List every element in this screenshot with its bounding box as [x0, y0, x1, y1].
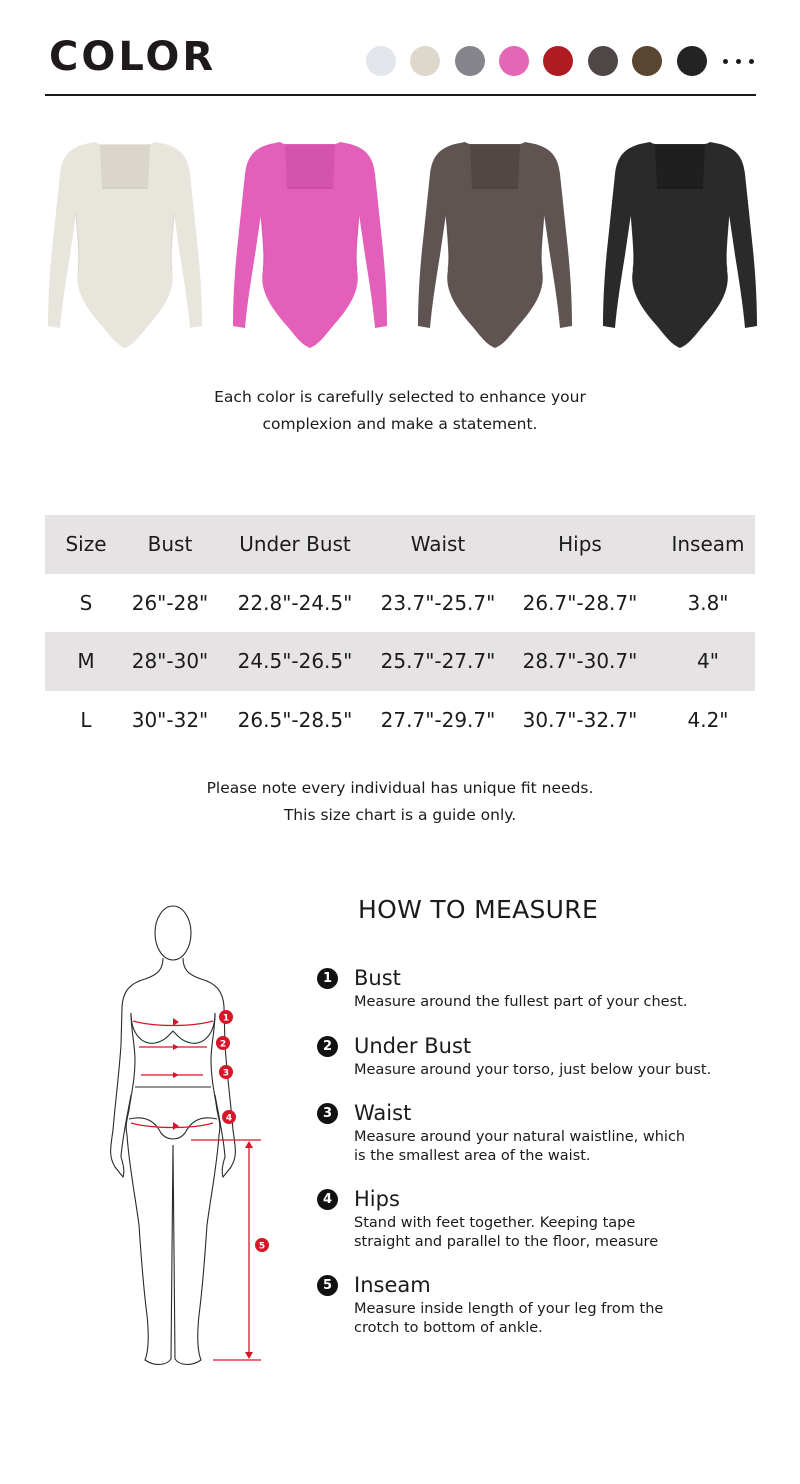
color-caption — [0, 384, 800, 438]
product-image-black-bodysuit — [595, 130, 765, 355]
cell-size: L — [80, 707, 92, 732]
swatch-red[interactable] — [543, 46, 573, 76]
step-desc: straight and parallel to the floor, measure — [354, 1234, 659, 1250]
swatch-pink[interactable] — [499, 46, 529, 76]
swatch-light-blue-gray[interactable] — [366, 46, 396, 76]
cell-size: M — [77, 649, 95, 674]
number-1-icon: 1 — [317, 968, 338, 989]
cell-under-bust: 24.5"-26.5" — [237, 649, 353, 674]
step-desc: Measure around the fullest part of your chest. — [354, 994, 688, 1010]
number-5-icon: 5 — [317, 1275, 338, 1296]
size-note-line1: Please note every individual has unique fit needs. — [206, 779, 594, 797]
cell-under-bust: 22.8"-24.5" — [237, 590, 353, 615]
color-header — [45, 30, 756, 96]
header-inseam: Inseam — [671, 532, 745, 557]
cell-waist: 23.7"-25.7" — [380, 590, 496, 615]
cell-inseam: 4.2" — [687, 707, 729, 732]
cell-hips: 26.7"-28.7" — [522, 590, 638, 615]
step-name: Hips — [354, 1187, 400, 1211]
cell-bust: 26"-28" — [131, 590, 209, 615]
swatch-cream[interactable] — [410, 46, 440, 76]
cell-inseam: 3.8" — [687, 590, 729, 615]
step-inseam — [317, 1271, 757, 1337]
cell-waist: 25.7"-27.7" — [380, 649, 496, 674]
step-desc: Measure around your torso, just below your bust. — [354, 1062, 712, 1078]
svg-text:5: 5 — [258, 1241, 266, 1252]
header-hips: Hips — [558, 532, 602, 557]
number-2-icon: 2 — [317, 1036, 338, 1057]
step-under-bust — [317, 1032, 757, 1079]
step-name: Inseam — [354, 1273, 431, 1297]
cell-hips: 30.7"-32.7" — [522, 707, 638, 732]
step-desc: Measure around your natural waistline, which — [354, 1129, 686, 1145]
color-caption-line2: complexion and make a statement. — [262, 415, 538, 433]
cell-waist: 27.7"-29.7" — [380, 707, 496, 732]
body-measurement-figure — [95, 895, 285, 1375]
svg-text:1: 1 — [222, 1013, 230, 1024]
step-name: Waist — [354, 1101, 412, 1125]
step-hips — [317, 1185, 757, 1251]
product-images — [40, 130, 765, 360]
header-bust: Bust — [147, 532, 193, 557]
table-row-m — [45, 632, 755, 691]
svg-text:4: 4 — [225, 1113, 233, 1124]
step-desc: Stand with feet together. Keeping tape — [354, 1215, 636, 1231]
step-name: Under Bust — [354, 1034, 472, 1058]
step-name: Bust — [354, 966, 401, 990]
step-desc: crotch to bottom of ankle. — [354, 1320, 543, 1336]
cell-hips: 28.7"-30.7" — [522, 649, 638, 674]
table-row-l — [45, 691, 755, 750]
swatch-gray[interactable] — [455, 46, 485, 76]
color-title: COLOR — [49, 34, 217, 80]
more-colors-icon[interactable] — [721, 59, 756, 64]
table-row-s — [45, 574, 755, 633]
cell-size: S — [79, 590, 93, 615]
step-waist — [317, 1099, 757, 1165]
cell-under-bust: 26.5"-28.5" — [237, 707, 353, 732]
swatch-dark-brown-gray[interactable] — [588, 46, 618, 76]
swatch-brown[interactable] — [632, 46, 662, 76]
size-note — [0, 775, 800, 829]
header-size: Size — [65, 532, 107, 557]
number-3-icon: 3 — [317, 1103, 338, 1124]
color-caption-line1: Each color is carefully selected to enhance your — [214, 388, 586, 406]
step-bust — [317, 964, 757, 1011]
number-4-icon: 4 — [317, 1189, 338, 1210]
size-chart-table — [45, 515, 755, 749]
measure-steps — [317, 964, 757, 1337]
swatch-black[interactable] — [677, 46, 707, 76]
product-image-brown-gray-bodysuit — [410, 130, 580, 355]
size-note-line2: This size chart is a guide only. — [283, 806, 517, 824]
header-waist: Waist — [410, 532, 466, 557]
step-desc: Measure inside length of your leg from the — [354, 1301, 664, 1317]
cell-bust: 28"-30" — [131, 649, 209, 674]
product-image-cream-bodysuit — [40, 130, 210, 355]
cell-bust: 30"-32" — [131, 707, 209, 732]
header-under-bust: Under Bust — [239, 532, 351, 557]
cell-inseam: 4" — [697, 649, 719, 674]
color-swatches — [366, 46, 756, 76]
size-chart-header-row — [45, 515, 755, 574]
svg-text:3: 3 — [222, 1068, 230, 1079]
step-desc: is the smallest area of the waist. — [354, 1148, 591, 1164]
product-image-pink-bodysuit — [225, 130, 395, 355]
svg-text:2: 2 — [219, 1039, 227, 1050]
how-to-measure-title: HOW TO MEASURE — [358, 895, 599, 924]
